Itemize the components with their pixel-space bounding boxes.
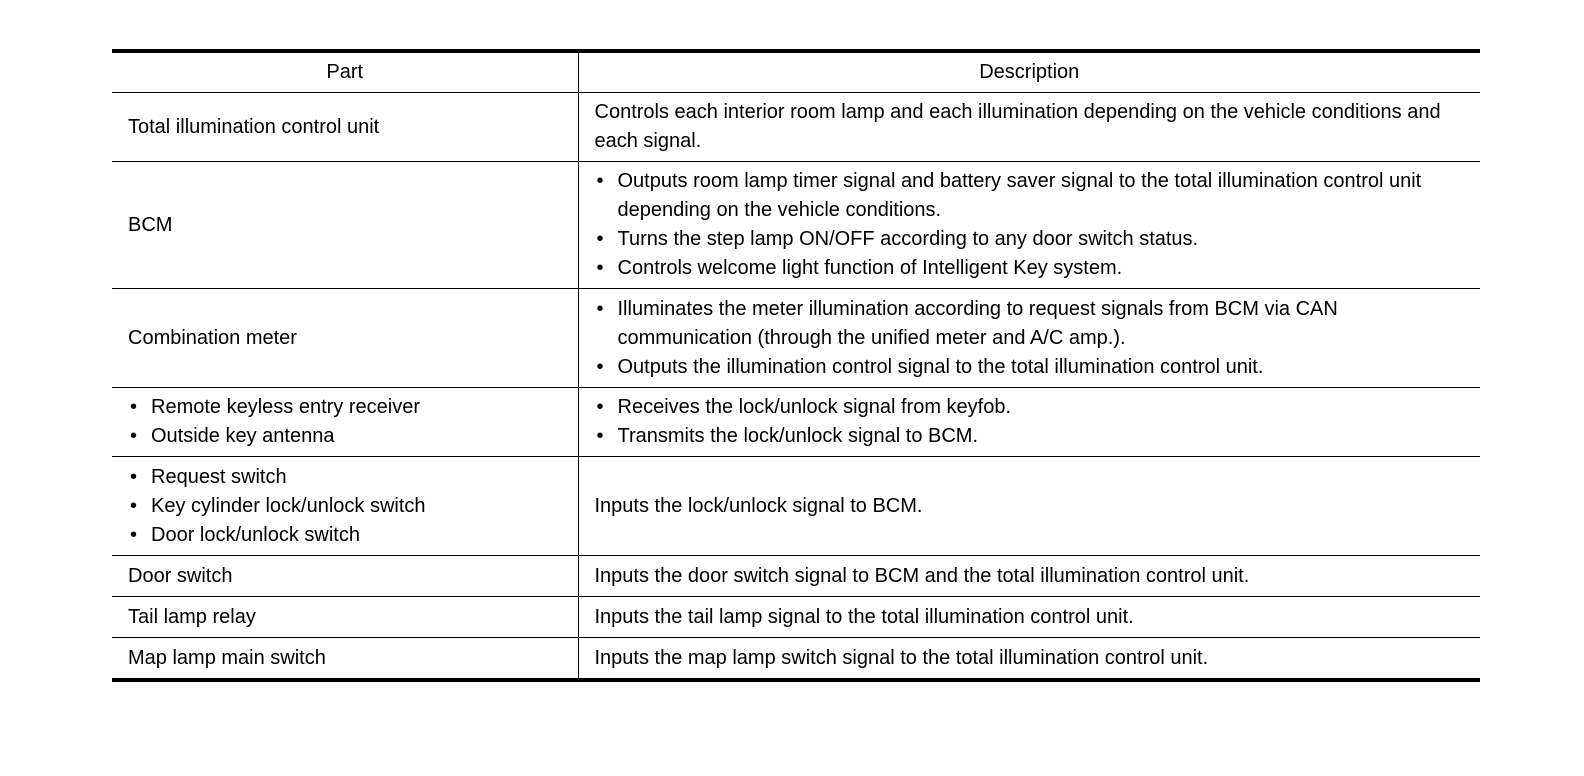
table-header [112, 51, 1480, 93]
header-description: Description [578, 51, 1480, 93]
table-row [112, 388, 1480, 457]
table-row [112, 556, 1480, 597]
part-cell: Tail lamp relay [112, 597, 578, 638]
table-row [112, 457, 1480, 556]
part-cell: Door switch [112, 556, 578, 597]
description-item: • Controls welcome light function of Intelligent Key system. [595, 254, 1465, 283]
part-item: • Key cylinder lock/unlock switch [128, 492, 562, 521]
description-item: • Illuminates the meter illumination according to request signals from BCM via CAN communication (through the unified meter and A/C amp.). [595, 295, 1465, 353]
description-cell: Inputs the door switch signal to BCM and the total illumination control unit. [578, 556, 1480, 597]
table-row [112, 93, 1480, 162]
table-row [112, 638, 1480, 681]
part-item: • Outside key antenna [128, 422, 562, 451]
part-list [128, 393, 562, 451]
part-list [128, 463, 562, 550]
description-item: • Outputs room lamp timer signal and battery saver signal to the total illumination control unit depending on the vehicle conditions. [595, 167, 1465, 225]
table-row [112, 597, 1480, 638]
description-item: • Turns the step lamp ON/OFF according to any door switch status. [595, 225, 1465, 254]
parts-description-table-container [112, 49, 1480, 682]
part-item: • Request switch [128, 463, 562, 492]
part-cell [112, 457, 578, 556]
part-cell: Map lamp main switch [112, 638, 578, 681]
description-cell [578, 388, 1480, 457]
header-part: Part [112, 51, 578, 93]
description-list [595, 167, 1465, 283]
table-body [112, 93, 1480, 681]
description-cell: Controls each interior room lamp and each illumination depending on the vehicle conditions and each signal. [578, 93, 1480, 162]
description-cell: Inputs the map lamp switch signal to the total illumination control unit. [594, 646, 1209, 669]
description-cell [578, 289, 1480, 388]
part-cell: BCM [112, 162, 578, 289]
table-row [112, 162, 1480, 289]
description-list [595, 295, 1465, 382]
part-item: • Door lock/unlock switch [128, 521, 562, 550]
part-cell: Combination meter [112, 289, 578, 388]
header-row [112, 51, 1480, 93]
part-cell: Total illumination control unit [112, 93, 578, 162]
description-cell [578, 162, 1480, 289]
part-item: • Remote keyless entry receiver [128, 393, 562, 422]
part-cell [112, 388, 578, 457]
description-item: • Outputs the illumination control signal to the total illumination control unit. [595, 353, 1465, 382]
description-item: • Transmits the lock/unlock signal to BCM. [595, 422, 1465, 451]
description-cell: Inputs the lock/unlock signal to BCM. [578, 457, 1480, 556]
description-item: • Receives the lock/unlock signal from keyfob. [595, 393, 1465, 422]
parts-description-table [112, 49, 1480, 682]
description-list [595, 393, 1465, 451]
table-row [112, 289, 1480, 388]
description-cell: Inputs the tail lamp signal to the total illumination control unit. [578, 597, 1480, 638]
